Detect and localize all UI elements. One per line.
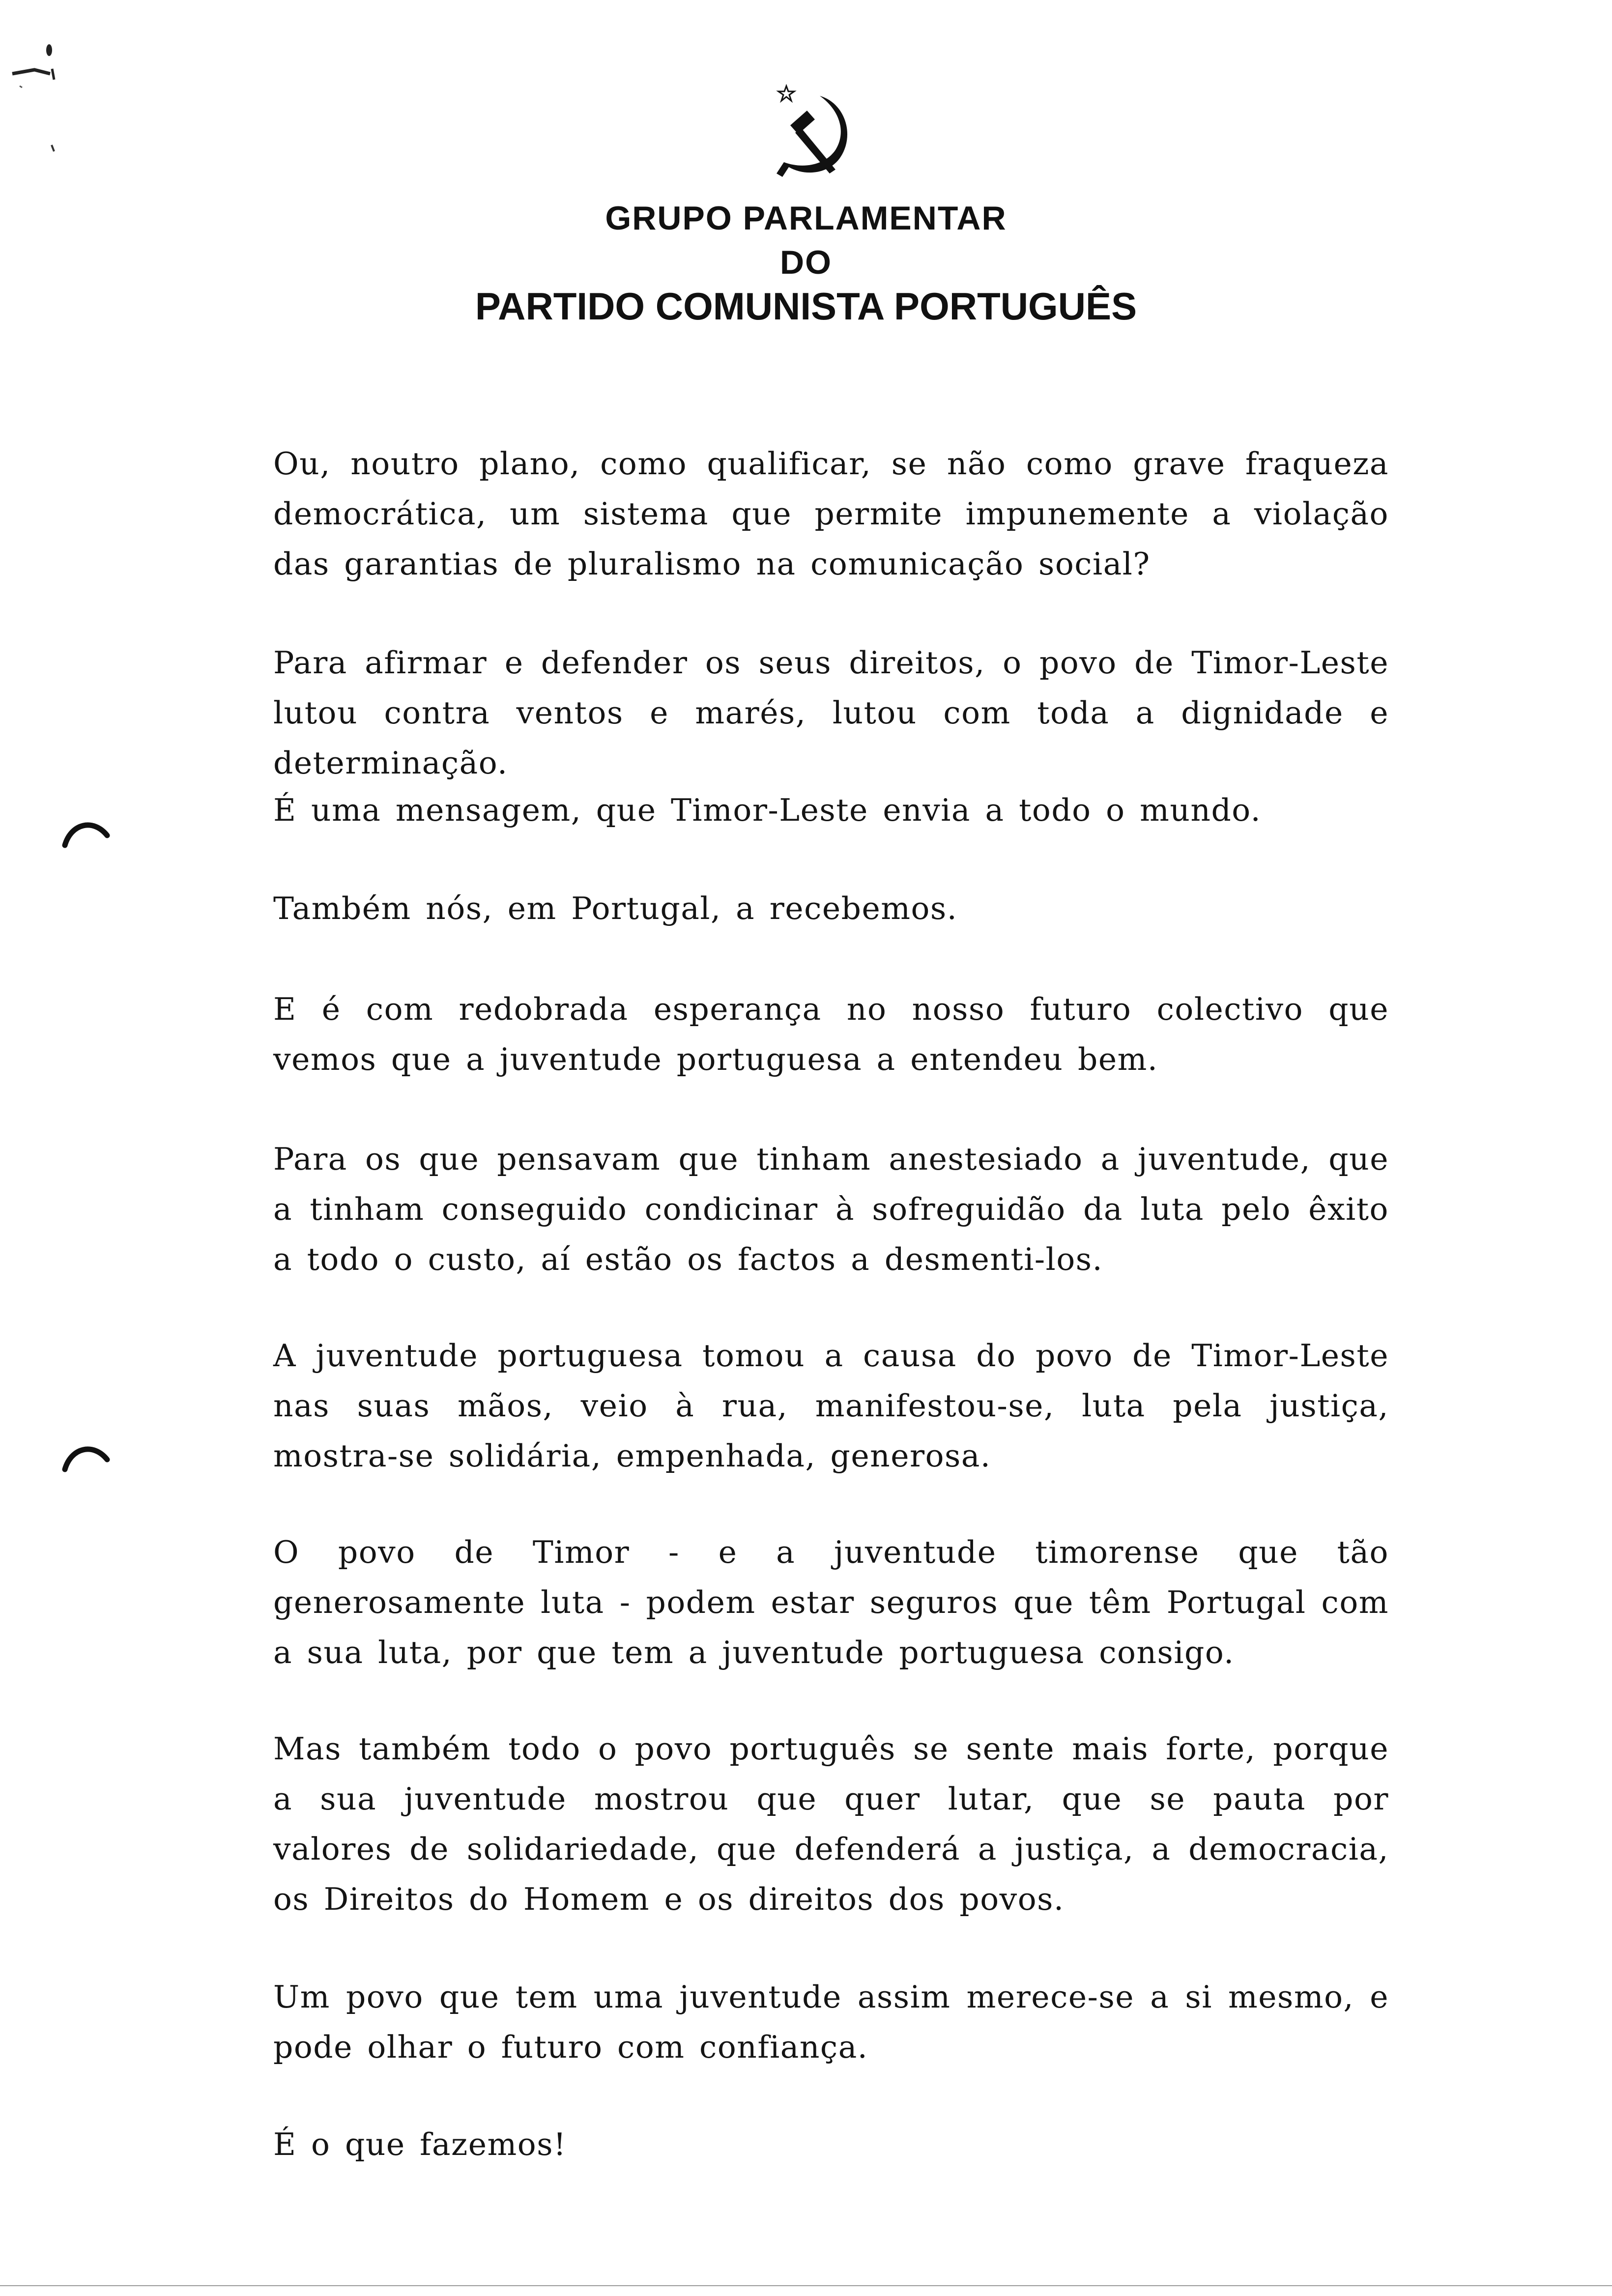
paragraph: Um povo que tem uma juventude assim merece-se a si mesmo, e pode olhar o futuro com confiança. <box>273 1979 1389 2065</box>
paragraph: É o que fazemos! <box>273 2126 567 2162</box>
paragraph: Ou, noutro plano, como qualificar, se não como grave fraqueza democrática, um sistema que permite impunemente a violação das garantias de pluralismo na comunicação social? <box>273 446 1389 582</box>
paragraph: A juventude portuguesa tomou a causa do povo de Timor-Leste nas suas mãos, veio à rua, manifestou-se, luta pela justiça, mostra-se solidária, empenhada, generosa. <box>273 1338 1389 1474</box>
paragraph: O povo de Timor - e a juventude timorense que tão generosamente luta - podem estar seguros que têm Portugal com a sua luta, por que tem a juventude portuguesa consigo. <box>273 1534 1389 1670</box>
page-bottom-edge <box>0 2285 1612 2286</box>
paragraph: Também nós, em Portugal, a recebemos. <box>273 890 958 926</box>
paragraph: Mas também todo o povo português se sente mais forte, porque a sua juventude mostrou que quer lutar, que se pauta por valores de solidariedade, que defenderá a justiça, a democracia, os Direitos do Homem e os direitos dos povos. <box>273 1731 1389 1917</box>
sickle-shape <box>777 96 847 177</box>
paragraph: Para os que pensavam que tinham anestesiado a juventude, que a tinham conseguido condicinar à sofreguidão da luta pelo êxito a todo o custo, aí estão os factos a desmenti-los. <box>273 1141 1389 1277</box>
paragraph: Para afirmar e defender os seus direitos, o povo de Timor-Leste lutou contra ventos e marés, lutou com toda a dignidade e determinação. <box>273 645 1389 781</box>
header-party-name: PARTIDO COMUNISTA PORTUGUÊS <box>475 285 1137 328</box>
header-group-title: GRUPO PARLAMENTAR <box>605 200 1007 237</box>
paragraph: E é com redobrada esperança no nosso futuro colectivo que vemos que a juventude portuguesa a entendeu bem. <box>273 991 1389 1077</box>
hammer-and-sickle-icon <box>767 76 865 194</box>
punch-hole-mark-lower <box>59 1435 113 1479</box>
star-icon <box>778 86 794 101</box>
header-connector: DO <box>780 244 832 281</box>
scan-mark-top-left <box>5 39 64 162</box>
punch-hole-mark-upper <box>59 811 113 855</box>
paragraph: É uma mensagem, que Timor-Leste envia a todo o mundo. <box>273 792 1262 828</box>
